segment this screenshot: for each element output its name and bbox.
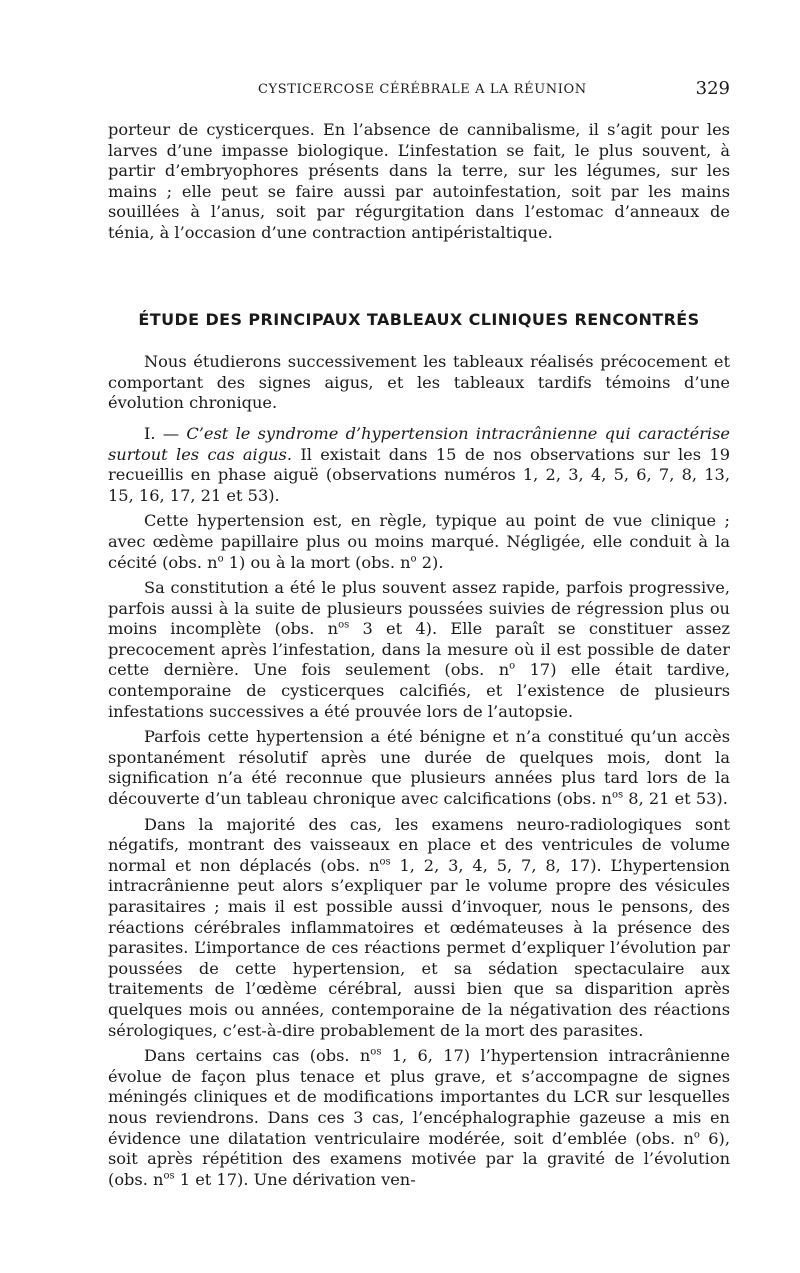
running-head (108, 78, 730, 102)
paragraph-7-a: Dans certains cas (obs. n (144, 1046, 371, 1066)
paragraph-6-a: Dans la majorité des cas, les examens neuro-radiologiques sont négatifs, montrant des vaisseaux en place et des ventricules de volume normal et non déplacés (obs. n (108, 814, 730, 875)
superscript-os: os (163, 1170, 175, 1182)
paragraph-2-lead: I. — (144, 423, 187, 443)
paragraph-5-b: 8, 21 et 53). (623, 789, 728, 809)
page-number: 329 (695, 78, 730, 99)
paragraph-2-rest: Il existait dans 15 de nos observations sur les 19 recueillis en phase aiguë (observations numéros 1, 2, 3, 4, 5, 6, 7, 8, 13, 15, 16, 17, 21 et 53). (108, 444, 730, 505)
paragraph-4-c: 17) elle était tardive, contemporaine de cysticerques calcifiés, et l’existence de plusieurs infestations successives a été prouvée lors de l’autopsie. (108, 660, 730, 721)
superscript-os: os (379, 856, 391, 868)
paragraph-7-d: 1 et 17). Une dérivation ven- (174, 1169, 416, 1189)
paragraph-1: Nous étudierons successivement les tableaux réalisés précocement et comportant des signes aigus, et les tableaux tardifs témoins d’une évolution chronique. (108, 352, 730, 413)
superscript-o: o (410, 553, 417, 565)
superscript-o: o (693, 1129, 700, 1141)
paragraph-3 (108, 511, 730, 573)
paragraph-2-italic: C’est le syndrome d’hypertension intracrânienne qui caractérise surtout les cas aigus. (108, 423, 730, 464)
superscript-os: os (338, 619, 350, 631)
superscript-o: o (509, 661, 516, 673)
paragraph-6-b: 1, 2, 3, 4, 5, 7, 8, 17). L’hypertension intracrânienne peut alors s’expliquer par le volume propre des vésicules parasitaires ; mais il est possible aussi d’invoquer, nous le pensons, des réactions cérébrales inflammatoires et œdémateuses à la présence des parasites. L’importance de ces réactions permet d’expliquer l’évolution par poussées de cette hypertension, et sa sédation spectaculaire aux traitements de l’œdème cérébral, aussi bien que sa disparition après quelques mois ou années, contemporaine de la négativation des réactions sérologiques, c’est-à-dire probablement de la mort des parasites. (108, 855, 730, 1040)
paragraph-7 (108, 1046, 730, 1190)
paragraph-7-b: 1, 6, 17) l’hypertension intracrânienne évolue de façon plus tenace et plus grave, et s’accompagne de signes méningés cliniques et de modifications importantes du LCR sur lesquelles nous reviendrons. Dans ces 3 cas, l’encéphalographie gazeuse a mis en évidence une dilatation ventriculaire modérée, soit d’emblée (obs. n (108, 1046, 730, 1148)
paragraph-5 (108, 727, 730, 809)
paragraph-3-c: 2). (416, 552, 444, 572)
paragraph-4-a: Sa constitution a été le plus souvent assez rapide, parfois progressive, parfois aussi à la suite de plusieurs poussées suivies de régression plus ou moins incomplète (obs. n (108, 578, 730, 639)
superscript-os: os (611, 789, 624, 801)
section-heading: ÉTUDE DES PRINCIPAUX TABLEAUX CLINIQUES RENCONTRÉS (138, 309, 700, 329)
body-text (108, 120, 730, 1195)
paragraph-3-a: Cette hypertension est, en règle, typique au point de vue clinique ; avec œdème papillaire plus ou moins marqué. Négligée, elle conduit à la cécité (obs. n (108, 511, 730, 572)
paragraph-2 (108, 424, 730, 506)
paragraph-7-c: 6), soit après répétition des examens motivée par la gravité de l’évolution (obs. n (108, 1128, 730, 1189)
paragraph-0: porteur de cysticerques. En l’absence de cannibalisme, il s’agit pour les larves d’une impasse biologique. L’infestation se fait, le plus souvent, à partir d’embryophores présents dans la terre, sur les légumes, sur les mains ; elle peut se faire aussi par autoinfestation, soit par les mains souillées à l’anus, soit par régurgitation dans l’estomac d’anneaux de ténia, à l’occasion d’une contraction antipéristaltique. (108, 120, 730, 242)
paragraph-5-a: Parfois cette hypertension a été bénigne et n’a constitué qu’un accès spontanément résolutif après une durée de quelques mois, dont la signification n’a été reconnue que plusieurs années plus tard lors de la découverte d’un tableau chronique avec calcifications (obs. n (108, 727, 730, 809)
superscript-os: os (370, 1046, 382, 1058)
paragraph-6 (108, 815, 730, 1042)
paragraph-4-b: 3 et 4). Elle paraît se constituer assez precocement après l’infestation, dans la mesure où il est possible de dater cette dernière. Une fois seulement (obs. n (108, 619, 730, 680)
paragraph-3-b: 1) ou à la mort (obs. n (223, 552, 411, 572)
running-title: CYSTICERCOSE CÉRÉBRALE A LA RÉUNION (258, 82, 587, 97)
superscript-o: o (217, 553, 224, 565)
paragraph-4 (108, 578, 730, 722)
